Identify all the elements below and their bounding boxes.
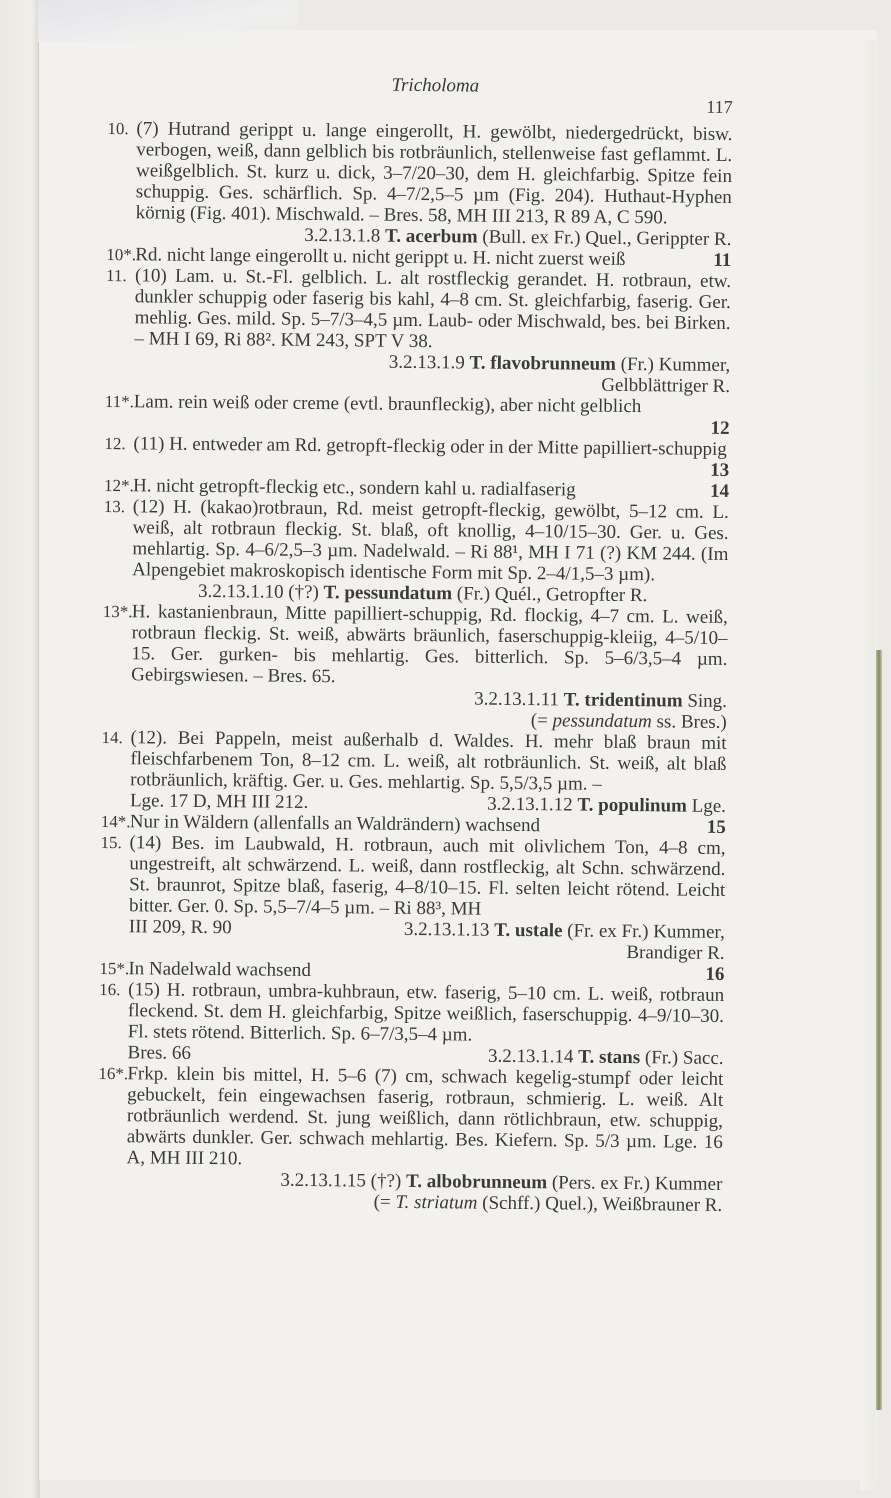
- couplet-text: [133, 433, 729, 481]
- key-entry-16: [98, 979, 724, 1069]
- taxon-code: 3.2.13.1.9: [388, 351, 465, 374]
- taxon-author: (Fr. ex Fr.) Kummer,: [567, 920, 725, 943]
- synonym-prefix: (=: [373, 1191, 396, 1213]
- key-entry-12: [104, 433, 729, 481]
- couplet-text-body: (11) H. entweder am Rd. getropft-fleckig oder in der Mitte papilliert-schuppig: [133, 433, 727, 460]
- couplet-number: 10*.: [106, 244, 137, 265]
- key-entry-13-alt: [102, 601, 728, 691]
- page-number: 117: [706, 96, 733, 117]
- gutter-shadow: [38, 0, 298, 42]
- running-head: Tricholoma: [391, 74, 480, 97]
- couplet-text: (12) H. (kakao)rotbraun, Rd. meist getropft-fleckig, gewölbt, 5–12 cm. L. weiß, alt rotbraun fleckig. St. blaß, oft knollig, 4–10/15–30. Ger. u. Ges. mehlartig. Sp. 4–6/2,5–3 µm. Nadelwald. – Ri 88¹, MH I 71 (?) KM 244. (Im Alpengebiet makroskopisch identische Form mit Sp. 2–4/1,5–3 µm).: [132, 496, 729, 586]
- couplet-text: [134, 391, 730, 439]
- lead-number: 14: [709, 480, 730, 502]
- taxon-author: (Fr.) Sacc.: [644, 1047, 724, 1069]
- taxon-code: 3.2.13.1.10 (†?): [197, 580, 319, 604]
- couplet-text-body: (12). Bei Pappeln, meist außerhalb d. Waldes. H. mehr blaß braun mit fleischfarbenem Ton, 8–12 cm. L. weiß, alt rotbräunlich. St. weiß, alt blaß rotbräunlich, kräftig. Ger. u. Ges. mehlartig. Sp. 5,5/3,5 µm. –: [130, 727, 727, 795]
- key-entry-13: [103, 496, 729, 586]
- couplet-text-body: Nur in Wäldern (allenfalls an Waldrändern) wachsend: [129, 811, 541, 837]
- key-entry-15: [99, 832, 725, 964]
- page-content: [97, 72, 733, 1216]
- couplet-number: 14*.: [100, 811, 131, 832]
- couplet-text-body: H. nicht getropft-fleckig etc., sondern kahl u. radialfaserig: [132, 475, 576, 501]
- synonym-suffix: ss. Bres.): [651, 711, 727, 733]
- key-entry-11-alt: [105, 391, 730, 439]
- reference-tail: III 209, R. 90: [128, 916, 232, 939]
- synonym-prefix: (=: [530, 710, 553, 732]
- taxon-code: 3.2.13.1.15 (†?): [280, 1169, 402, 1192]
- taxon-author: (Bull. ex Fr.) Quel., Gerippter R.: [482, 226, 732, 250]
- couplet-number: 15*.: [99, 958, 130, 979]
- lead-number: 15: [706, 816, 726, 838]
- page-stack: [860, 40, 876, 1490]
- book-cover-edge: [876, 650, 882, 1410]
- taxon-code: 3.2.13.1.11: [474, 688, 560, 711]
- taxon-author: Lge.: [691, 795, 727, 817]
- couplet-number: 15.: [100, 832, 122, 853]
- reference-tail: Lge. 17 D, MH III 212.: [129, 790, 309, 813]
- taxon-code: 3.2.13.1.13: [403, 918, 490, 941]
- taxon-name: T. pessundatum: [323, 582, 453, 605]
- couplet-number: 14.: [101, 727, 123, 748]
- couplet-number: 10.: [107, 118, 129, 139]
- key-entry-16-alt: [97, 1063, 723, 1174]
- taxon-name: T. tridentinum: [563, 689, 683, 712]
- taxon-author: (Fr.) Kummer,: [620, 353, 731, 376]
- couplet-text: (10) Lam. u. St.-Fl. gelblich. L. alt rostfleckig gerandet. H. rotbraun, etw. dunkler schuppig oder faserig bis kahl, 4–8 cm. St. gleichfarbig, faserig. Ger. mehlig. Ges. mild. Sp. 5–7/3–4,5 µm. Laub- oder Mischwald, bes. bei Birken. – MH I 69, Ri 88². KM 243, SPT V 38.: [134, 265, 732, 353]
- taxon-name: T. ustale: [494, 919, 563, 942]
- couplet-text-body: Lam. rein weiß oder creme (evtl. braunfleckig), aber nicht gelblich: [133, 391, 642, 418]
- couplet-number: 13*.: [102, 601, 133, 622]
- couplet-number: 13.: [103, 496, 126, 517]
- taxon-name: T. acerbum: [384, 225, 478, 248]
- couplet-text: [130, 727, 727, 817]
- couplet-number: 12.: [104, 433, 126, 454]
- key-entry-14: [101, 727, 727, 817]
- couplet-text: (7) Hutrand gerippt u. lange eingerollt, H. gewölbt, niedergedrückt, bisw. verbogen, weiß, dann gelblich bis rotbräunlich, stellenweise fast geflammt. L. weißgelblich. St. kurz u. dick, 3–7/20–30, dem H. gleichfarbig. Spitze fein schuppig. Ges. schärflich. Sp. 4–7/2,5–5 µm (Fig. 204). Huthaut-Hyphen körnig (Fig. 401). Mischwald. – Bres. 58, MH III 213, R 89 A, C 590.: [135, 118, 733, 229]
- taxon-name: T. populinum: [577, 794, 688, 817]
- couplet-number: 11.: [105, 265, 127, 286]
- couplet-text: [127, 979, 724, 1069]
- couplet-text-body: Rd. nicht lange eingerollt u. nicht gerippt u. H. nicht zuerst weiß: [135, 244, 626, 270]
- couplet-text-body: (14) Bes. im Laubwald, H. rotbraun, auch mit olivlichem Ton, 4–8 cm, ungestreift, alt schwärzend. L. weiß, dann rostfleckig, alt Schn. schwärzend. St. braunrot, Spitze blaß, faserig, 4–8/10–15. Fl. selten leicht rötend. Leicht bitter. Ger. 0. Sp. 5,5–7/4–5 µm. – Ri 88³, MH: [128, 832, 726, 920]
- lead-number: 12: [710, 417, 730, 439]
- lead-number: 11: [713, 249, 732, 271]
- key-entry-11: [105, 265, 731, 355]
- lead-number: 13: [710, 459, 730, 481]
- lead-number: 16: [705, 963, 725, 985]
- synonym-suffix: (Schff.) Quel.), Weißbrauner R.: [477, 1192, 723, 1216]
- key-entry-10: [107, 118, 733, 229]
- taxon-author: (Pers. ex Fr.) Kummer: [551, 1172, 723, 1195]
- couplet-number: 12*.: [103, 475, 134, 496]
- synonym-name: T. striatum: [395, 1191, 478, 1214]
- common-name: Gelbblättriger R.: [601, 374, 731, 397]
- couplet-number: 16.: [99, 979, 121, 1000]
- taxon-author: Sing.: [687, 690, 728, 712]
- taxon-name: T. stans: [578, 1046, 641, 1069]
- couplet-number: 11*.: [104, 391, 135, 412]
- taxon-code: 3.2.13.1.8: [304, 224, 381, 247]
- synonym-name: pessundatum: [552, 710, 652, 733]
- taxon-code: 3.2.13.1.12: [487, 793, 573, 816]
- taxon-author: (Fr.) Quél., Getropfter R.: [456, 583, 648, 607]
- taxon-code: 3.2.13.1.14: [487, 1045, 574, 1068]
- couplet-text: Frkp. klein bis mittel, H. 5–6 (7) cm, schwach kegelig-stumpf oder leicht gebuckelt, fein eingewachsen faserig, rotbraun, schmierig. L. weiß. Alt rotbräunlich werdend. St. jung weißlich, dann rötlichbraun, etw. schuppig, abwärts dunkler. Ger. schwach mehlartig. Bes. Kiefern. Sp. 5/3 µm. Lge. 16 A, MH III 210.: [126, 1063, 724, 1170]
- taxon-name: T. flavobrunneum: [469, 352, 617, 375]
- couplet-text-body: (15) H. rotbraun, umbra-kuhbraun, etw. faserig, 5–10 cm. L. weiß, rotbraun fleckend. St. dem H. gleichfarbig, Spitze weißlich, faserschuppig. 4–9/10–30. Fl. stets rötend. Bitterlich. Sp. 6–7/3,5–4 µm.: [127, 979, 725, 1046]
- facing-page-edge: [0, 0, 40, 1498]
- couplet-number: 16*.: [98, 1063, 129, 1084]
- couplet-text-body: In Nadelwald wachsend: [128, 958, 312, 981]
- couplet-text: H. kastanienbraun, Mitte papilliert-schuppig, Rd. flockig, 4–7 cm. L. weiß, rotbraun fleckig. St. weiß, abwärts bräunlich, faserschuppig-kleiig, 4–5/10–15. Ger. gurken- bis mehlartig. Ges. bitterlich. Sp. 5–6/3,5–4 µm. Gebirgswiesen. – Bres. 65.: [131, 601, 728, 688]
- couplet-text: [128, 832, 725, 964]
- taxon-name: T. albobrunneum: [405, 1170, 548, 1194]
- reference-tail: Bres. 66: [127, 1042, 192, 1064]
- common-name: Brandiger R.: [626, 942, 725, 964]
